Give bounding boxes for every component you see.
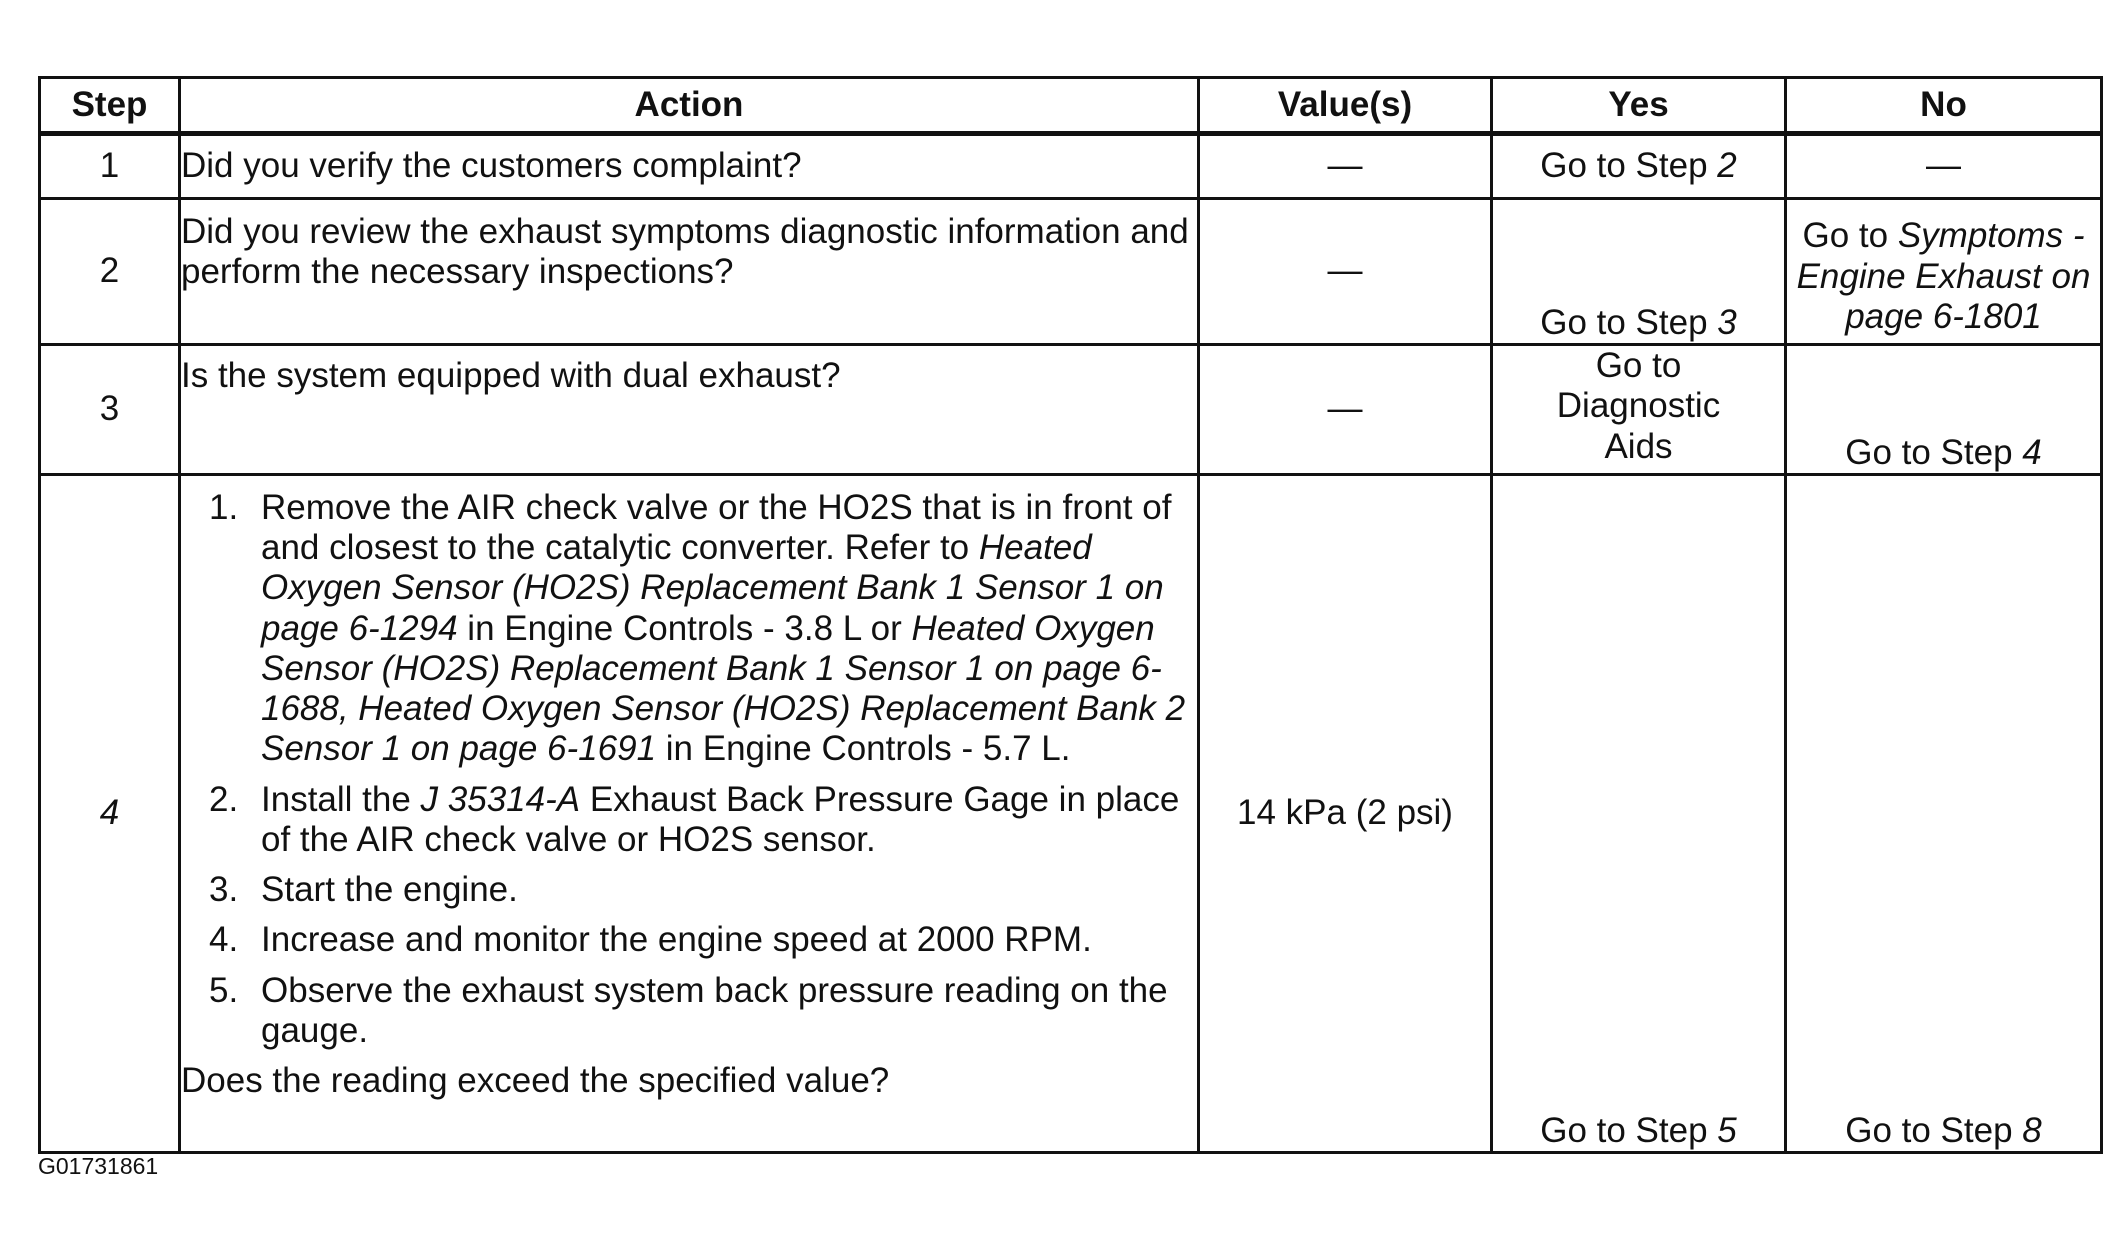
value-cell: — bbox=[1199, 199, 1492, 345]
yes-prefix: Go to Step bbox=[1540, 146, 1718, 186]
item-text: in Engine Controls - 5.7 L. bbox=[656, 729, 1071, 769]
list-item-number: 4. bbox=[209, 920, 239, 960]
item-text: Increase and monitor the engine speed at 2000 RPM. bbox=[261, 920, 1092, 960]
step-number: 3 bbox=[40, 345, 180, 475]
no-step-link[interactable]: 4 bbox=[2022, 432, 2042, 472]
list-item-number: 1. bbox=[209, 487, 239, 527]
value-cell: — bbox=[1199, 345, 1492, 475]
no-step-link[interactable]: 8 bbox=[2022, 1110, 2042, 1150]
list-item bbox=[181, 870, 1187, 910]
value-cell: 14 kPa (2 psi) bbox=[1199, 474, 1492, 1152]
list-item-number: 2. bbox=[209, 779, 239, 819]
action-text: Is the system equipped with dual exhaust? bbox=[180, 345, 1199, 475]
table-row bbox=[40, 134, 2102, 199]
yes-prefix: Go to Step bbox=[1540, 302, 1718, 342]
header-action: Action bbox=[180, 78, 1199, 134]
no-prefix: Go to bbox=[1802, 216, 1898, 256]
step-number: 1 bbox=[40, 134, 180, 199]
item-text: Remove the AIR check valve or the HO2S that is in front of and closest to the catalytic converter. Refer to bbox=[261, 487, 1172, 567]
list-item bbox=[181, 488, 1187, 770]
procedure-ref-link[interactable]: Heated Oxygen Sensor (HO2S) Replacement Bank 1 Sensor 1 on page 6-1688, Heated Oxygen Sensor (HO2S) Replacement Bank 2 Sensor 1 on page 6-1691 bbox=[261, 608, 1186, 769]
table-row bbox=[40, 199, 2102, 345]
list-item bbox=[181, 971, 1187, 1052]
tool-ref-link[interactable]: J 35314-A bbox=[420, 779, 581, 819]
header-row bbox=[40, 78, 2102, 134]
step-question: Does the reading exceed the specified value? bbox=[181, 1061, 890, 1100]
step-number: 4 bbox=[40, 474, 180, 1152]
list-item-number: 3. bbox=[209, 870, 239, 909]
table-row bbox=[40, 345, 2102, 475]
yes-step-link[interactable]: 5 bbox=[1717, 1110, 1737, 1150]
action-text: Did you verify the customers complaint? bbox=[180, 134, 1199, 199]
no-ref-link[interactable]: Symptoms - Engine Exhaust on page 6-1801 bbox=[1796, 216, 2091, 336]
list-item-number: 5. bbox=[209, 970, 239, 1010]
list-item bbox=[181, 920, 1187, 960]
header-yes: Yes bbox=[1492, 78, 1786, 134]
action-text: Did you review the exhaust symptoms diagnostic information and perform the necessary inspections? bbox=[180, 199, 1199, 345]
yes-cell bbox=[1492, 199, 1786, 345]
no-cell: — bbox=[1786, 134, 2102, 199]
yes-prefix: Go to Step bbox=[1540, 1110, 1718, 1150]
no-prefix: Go to Step bbox=[1845, 1110, 2023, 1150]
table-row bbox=[40, 474, 2102, 1152]
yes-step-link[interactable]: 2 bbox=[1717, 146, 1737, 186]
yes-cell bbox=[1492, 474, 1786, 1152]
header-no: No bbox=[1786, 78, 2102, 134]
action-cell bbox=[180, 474, 1199, 1152]
no-prefix: Go to Step bbox=[1845, 432, 2023, 472]
no-cell bbox=[1786, 199, 2102, 345]
value-cell: — bbox=[1199, 134, 1492, 199]
header-step: Step bbox=[40, 78, 180, 134]
list-item bbox=[181, 780, 1187, 861]
procedure-ref-link[interactable]: Heated Oxygen Sensor (HO2S) Replacement Bank 1 Sensor 1 on page 6-1294 bbox=[261, 528, 1164, 648]
step-number: 2 bbox=[40, 199, 180, 345]
item-text: Start the engine. bbox=[261, 870, 518, 909]
no-cell bbox=[1786, 345, 2102, 475]
item-text: Exhaust Back Pressure Gage in place of the AIR check valve or HO2S sensor. bbox=[261, 779, 1180, 859]
procedure-list bbox=[181, 488, 1187, 1051]
header-values: Value(s) bbox=[1199, 78, 1492, 134]
diagnostic-table bbox=[38, 76, 2103, 1154]
no-cell bbox=[1786, 474, 2102, 1152]
item-text: Install the bbox=[261, 779, 421, 819]
item-text: in Engine Controls - 3.8 L or bbox=[457, 608, 912, 648]
yes-cell bbox=[1492, 134, 1786, 199]
yes-link[interactable]: Go to Diagnostic Aids bbox=[1492, 345, 1786, 475]
figure-id: G01731861 bbox=[38, 1153, 159, 1179]
yes-step-link[interactable]: 3 bbox=[1717, 302, 1737, 342]
item-text: Observe the exhaust system back pressure reading on the gauge. bbox=[261, 970, 1168, 1050]
